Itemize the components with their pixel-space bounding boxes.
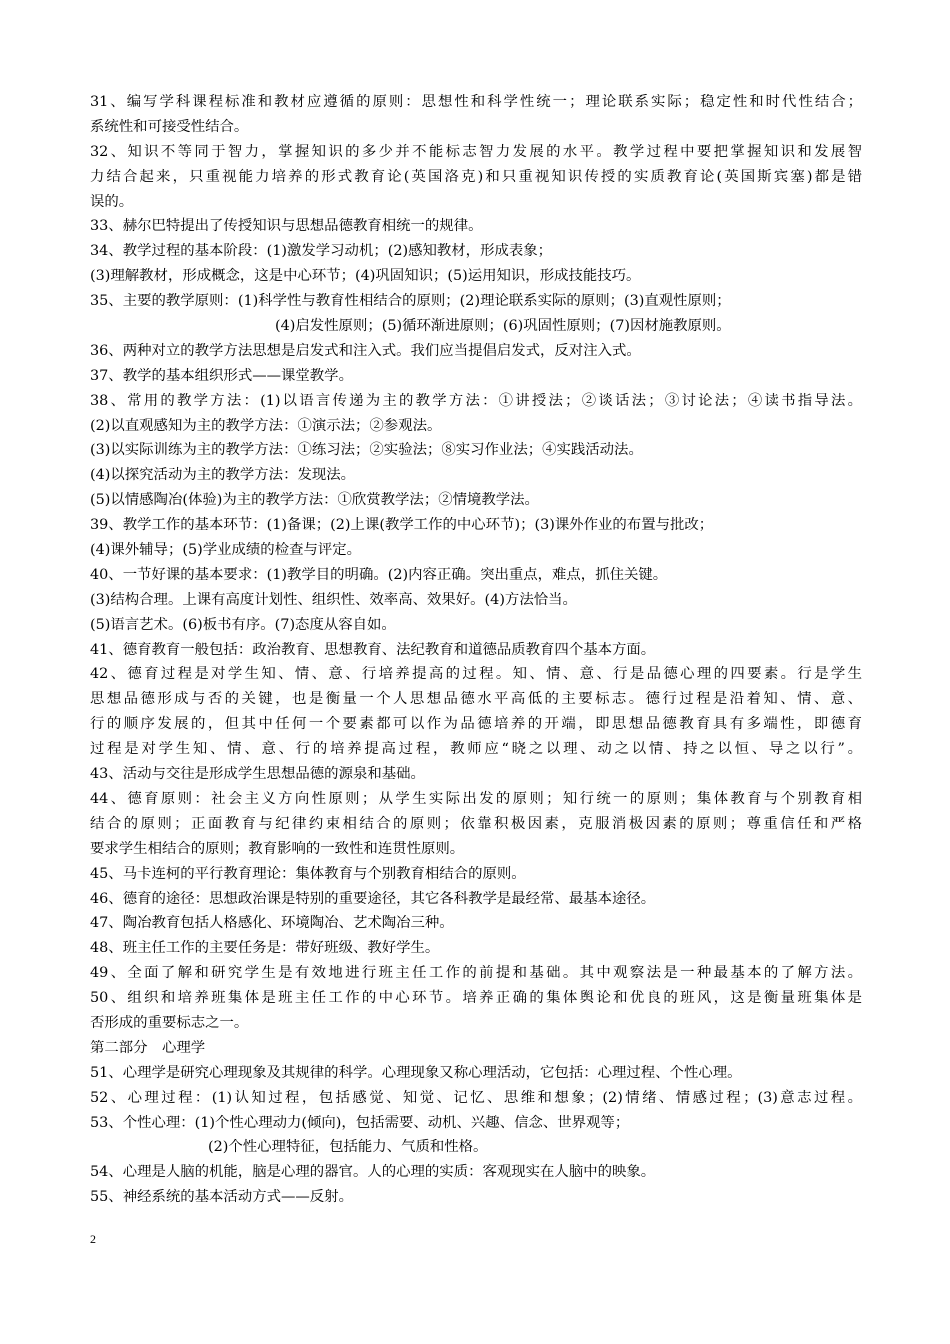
- text-line: 49、全面了解和研究学生是有效地进行班主任工作的前提和基础。其中观察法是一种最基本的了解方法。: [90, 965, 862, 982]
- text-line: 38、常用的教学方法：(1)以语言传递为主的教学方法：①讲授法；②谈话法；③讨论法；④读书指导法。: [90, 392, 862, 409]
- text-line: (4)启发性原则；(5)循环渐进原则；(6)巩固性原则；(7)因材施教原则。: [275, 318, 731, 335]
- text-line: 45、马卡连柯的平行教育理论：集体教育与个别教育相结合的原则。: [90, 865, 526, 882]
- text-line: (5)语言艺术。(6)板书有序。(7)态度从容自如。: [90, 616, 396, 633]
- text-line: 要求学生相结合的原则；教育影响的一致性和连贯性原则。: [90, 840, 465, 857]
- text-line: 过程是对学生知、情、意、行的培养提高过程，教师应“晓之以理、动之以情、持之以恒、导之以行”。: [90, 741, 862, 758]
- text-line: 结合的原则；正面教育与纪律约束相结合的原则；依靠积极因素，克服消极因素的原则；尊重信任和严格: [90, 815, 862, 832]
- text-line: 力结合起来，只重视能力培养的形式教育论(英国洛克)和只重视知识传授的实质教育论(英国斯宾塞)都是错: [90, 168, 862, 185]
- page-number: 2: [90, 1232, 96, 1246]
- document-body: [90, 90, 862, 1210]
- text-line: 46、德育的途径：思想政治课是特别的重要途径，其它各科教学是最经常、最基本途径。: [90, 890, 656, 907]
- text-line: 37、教学的基本组织形式——课堂教学。: [90, 367, 353, 384]
- text-line: 36、两种对立的教学方法思想是启发式和注入式。我们应当提倡启发式，反对注入式。: [90, 342, 641, 359]
- text-line: 42、德育过程是对学生知、情、意、行培养提高的过程。知、情、意、行是品德心理的四要素。行是学生: [90, 666, 862, 683]
- text-line: (3)以实际训练为主的教学方法：①练习法；②实验法；⑧实习作业法；④实践活动法。: [90, 442, 643, 459]
- section-heading: 第二部分 心理学: [90, 1039, 206, 1056]
- text-line: 39、教学工作的基本环节：(1)备课；(2)上课(教学工作的中心环节)；(3)课外作业的布置与批改；: [90, 517, 714, 534]
- text-line: 否形成的重要标志之一。: [90, 1014, 249, 1031]
- text-line: (3)理解教材，形成概念，这是中心环节；(4)巩固知识；(5)运用知识，形成技能技巧。: [90, 268, 641, 285]
- text-line: 48、班主任工作的主要任务是：带好班级、教好学生。: [90, 940, 440, 957]
- text-line: 35、主要的教学原则：(1)科学性与教育性相结合的原则；(2)理论联系实际的原则；(3)直观性原则；: [90, 293, 731, 310]
- text-line: 40、一节好课的基本要求：(1)教学目的明确。(2)内容正确。突出重点，难点，抓住关键。: [90, 566, 668, 583]
- text-line: 系统性和可接受性结合。: [90, 118, 249, 135]
- text-line: (2)以直观感知为主的教学方法：①演示法；②参观法。: [90, 417, 442, 434]
- text-line: 思想品德形成与否的关键，也是衡量一个人思想品德水平高低的主要标志。德行过程是沿着知、情、意、: [90, 691, 862, 708]
- text-line: 54、心理是人脑的机能，脑是心理的器官。人的心理的实质：客观现实在人脑中的映象。: [90, 1164, 656, 1181]
- text-line: 34、教学过程的基本阶段：(1)激发学习动机；(2)感知教材，形成表象；: [90, 243, 553, 260]
- text-line: (4)课外辅导；(5)学业成绩的检查与评定。: [90, 542, 362, 559]
- text-line: (3)结构合理。上课有高度计划性、组织性、效率高、效果好。(4)方法恰当。: [90, 591, 577, 608]
- text-line: 44、德育原则：社会主义方向性原则；从学生实际出发的原则；知行统一的原则；集体教育与个别教育相: [90, 790, 862, 807]
- text-line: 43、活动与交往是形成学生思想品德的源泉和基础。: [90, 766, 425, 783]
- text-line: 55、神经系统的基本活动方式——反射。: [90, 1189, 353, 1206]
- text-line: 51、心理学是研究心理现象及其规律的科学。心理现象又称心理活动，它包括：心理过程、个性心理。: [90, 1064, 742, 1081]
- text-line: (4)以探究活动为主的教学方法：发现法。: [90, 467, 356, 484]
- text-line: 32、知识不等同于智力，掌握知识的多少并不能标志智力发展的水平。教学过程中要把掌握知识和发展智: [90, 143, 862, 160]
- text-line: 行的顺序发展的，但其中任何一个要素都可以作为品德培养的开端，即思想品德教育具有多端性，即德育: [90, 716, 862, 733]
- text-line: 52、心理过程：(1)认知过程，包括感觉、知觉、记忆、思维和想象；(2)情绪、情感过程；(3)意志过程。: [90, 1089, 862, 1106]
- text-line: (2)个性心理特征，包括能力、气质和性格。: [208, 1139, 488, 1156]
- text-line: (5)以情感陶冶(体验)为主的教学方法：①欣赏教学法；②情境教学法。: [90, 492, 539, 509]
- text-line: 误的。: [90, 193, 134, 210]
- text-line: 33、赫尔巴特提出了传授知识与思想品德教育相统一的规律。: [90, 218, 483, 235]
- text-line: 41、德育教育一般包括：政治教育、思想教育、法纪教育和道德品质教育四个基本方面。: [90, 641, 656, 658]
- text-line: 53、个性心理：(1)个性心理动力(倾向)，包括需要、动机、兴趣、信念、世界观等；: [90, 1114, 630, 1131]
- text-line: 47、陶冶教育包括人格感化、环境陶冶、艺术陶冶三种。: [90, 915, 454, 932]
- text-line: 31、编写学科课程标准和教材应遵循的原则：思想性和科学性统一；理论联系实际；稳定性和时代性结合；: [90, 94, 862, 110]
- text-line: 50、组织和培养班集体是班主任工作的中心环节。培养正确的集体舆论和优良的班风，这是衡量班集体是: [90, 990, 862, 1007]
